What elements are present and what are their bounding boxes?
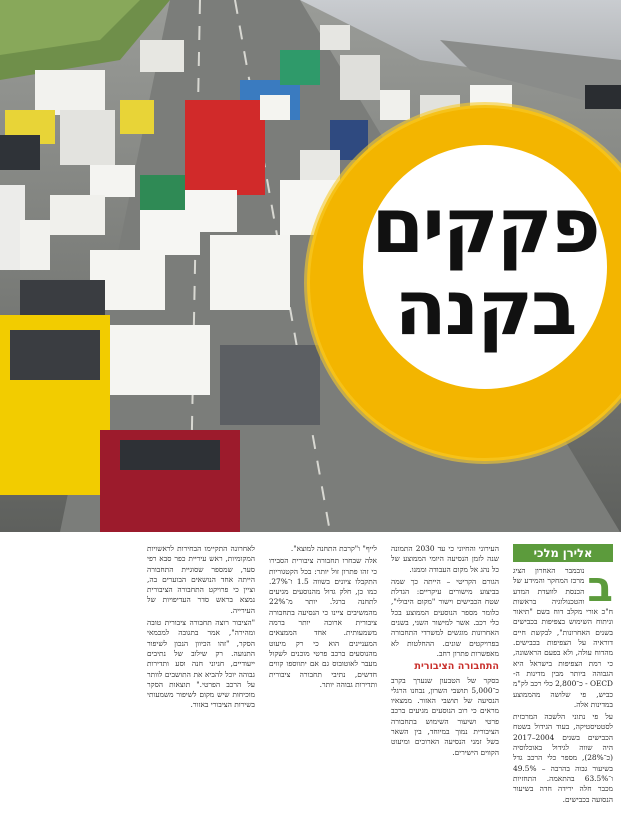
article-column-2 <box>391 544 499 812</box>
article-body <box>8 544 613 812</box>
headline-line-1: פקקים <box>371 181 599 270</box>
headline-circle <box>363 145 607 389</box>
column-3-body: אלה שבחרו תחבורה ציבורית הסבירו כי זהו פתרון זול יותר: בכל הקטגוריות התקבלו ציונים בשווה 1.5 ו־27%. כמו כן, חלק גדול מהנוסעים מגיעים לתחנה ברגל. יותר מ־22% מהמשיבים ציינו כי הנסיעה בתחבורה ציבורית ארוכה יותר ברמה משמעותית. אחד הממצאים המעניינים הוא כי רק מיעוט מהנוסעים ברכב פרטי מוכנים לשקול מעבר לאוטובוס גם אם יתווספו קווים חדשים, נתיבי תחבורה ציבורית ותדירות גבוהה יותר. <box>269 556 377 689</box>
column-2-lead: העירוני והחיוני כי עד 2030 התמונה שנה לזמן הנסיעה היומי הממוצע של כל נהג אל מקום העבודה וממנו. <box>391 544 499 574</box>
byline: אלירן מלכי <box>513 544 613 562</box>
section-heading: התחבורה הציבורית <box>414 661 499 673</box>
drop-cap: ב <box>587 562 613 611</box>
column-2-body: הגורם הקריטי – הייתה כך שמה בביצוע מישורים עיקריים: הגדלת שטח הכבישים וישור "מקום היבולי", כלומר מספר הנוסעים הממוצע בכל כלי רכב. אשר למישור השני, בשנים האחרונות מוגשים למשרדי התחבורה בפרויקטים שונים. ההחלטות לא מאפשרות פתרון רחב. <box>391 576 499 658</box>
column-4-body: "הציבור רוצה תחבורה ציבורית טובה ומהירה", אמר בתגובה למכמאי הסקר, "זהו הכיוון הנכון לשיפור התנועה. רק שילוב של נתיבים ייעודיים, חניוני חנה וסע ותדירות גבוהה יוכל להביא את התושבים לוותר על הרכב הפרטי." תוצאות הסקר מוכיחות שיש מקום לשיפור משמעותי בשירות הציבורי באזור. <box>147 618 255 710</box>
column-1-lead: נובמבר האחרון הציג מרכז המחקר והמידע של הכנסת לוועדת המדע והטכנולוגיה בראשות ח"כ אורי מקלב דוח בשם "תיאור וניתוח השימוש בצפיפות בכבישים בשנים האחרונות", לבקשת חיים דוראיה על הצפיפות בכבישים. מהדוח עולה, ולא בפעם הראשונה, כי רמת הצפיפות בישראל היא הגבוהה ביותר מבין מדינות ה-OECD - כ־2,800 כלי רכב לק"מ כביש, פי שלושה מהממוצע במדינות אלה. <box>513 566 613 709</box>
article-column-3 <box>269 544 377 812</box>
column-4-lead: לאחרונה התקיימו הבחירות לראשויות המקומיות, ראש עיריית כפר סבא רפי סער, שמספר שסוגיית התחבורה הייתה אחד הנושאים הבוערים בה, וציין כי פרויקט התחבורה הציבורית נמצא בראש סדר העדיפויות של העירייה. <box>147 544 255 615</box>
headline <box>363 145 607 389</box>
article-column-4 <box>147 544 255 812</box>
column-2-follow: בסקר של הטבעון שנערך בקרב כ־5,000 תושבי השרון, נבחנו הרגלי הנסיעה של תושבי האזור. ממצאיו מראים כי רוב הנוסעים מגיעים ברכב פרטי ושיעור השימוש בתחבורה הציבורית נמוך במיוחד, בין השאר בשל זמני הנסיעה הארוכים ומיעוט הקווים הישירים. <box>391 675 499 757</box>
column-1-body: על פי נתוני הלשכה המרכזית לסטטיסטיקה, בעוד הגידול בשטח הכבישים בשנים 2004–2017 היה שווה לגידול באוכלוסיה (כ־28%), מספר כלי הרכב גדל בשיעור גבוה בהרבה – 49.5% ו־63.5% בהתאמה. התחזיות מכבר חלה ירידה חדה בשיעור הנסועה בכבישים. <box>513 712 613 804</box>
column-3-lead: לייף" ו"קרבת התחנה למוצא". <box>290 544 377 553</box>
headline-line-2: בקנה <box>394 263 576 352</box>
article-column-1 <box>513 544 613 812</box>
